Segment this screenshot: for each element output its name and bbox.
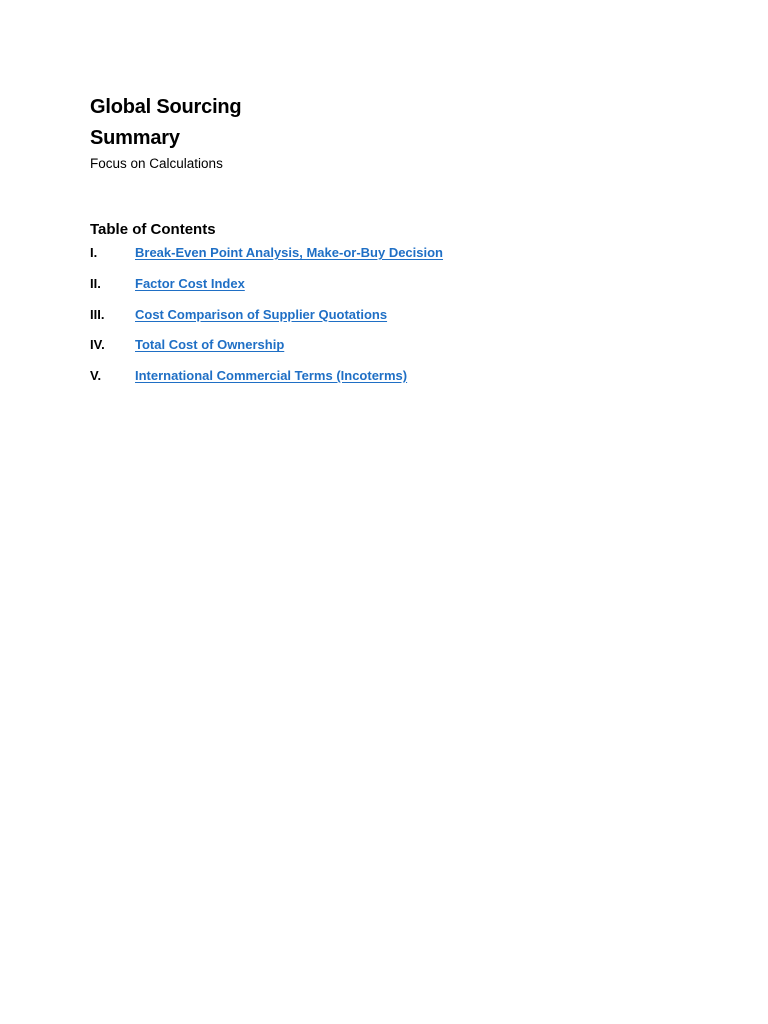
toc-item-total-cost-of-ownership xyxy=(90,336,443,367)
toc-list xyxy=(90,244,443,398)
toc-heading: Table of Contents xyxy=(90,221,216,238)
toc-item-number: I. xyxy=(90,245,98,260)
toc-item-factor-cost-index xyxy=(90,275,443,306)
toc-item-number: III. xyxy=(90,306,105,322)
document-subtitle: Focus on Calculations xyxy=(90,156,223,171)
document-title xyxy=(90,92,350,154)
toc-item-number: V. xyxy=(90,368,102,384)
toc-link-break-even[interactable]: Break-Even Point Analysis, Make-or-Buy Decision xyxy=(135,245,444,260)
toc-item-break-even xyxy=(90,244,443,275)
toc-link-total-cost-of-ownership[interactable]: Total Cost of Ownership xyxy=(135,337,285,353)
toc-item-incoterms xyxy=(90,367,443,398)
toc-link-cost-comparison[interactable]: Cost Comparison of Supplier Quotations xyxy=(135,306,388,322)
toc-item-cost-comparison xyxy=(90,306,443,337)
toc-item-number: II. xyxy=(90,275,101,291)
toc-item-number: IV. xyxy=(90,337,105,353)
toc-link-factor-cost-index[interactable]: Factor Cost Index xyxy=(135,275,245,291)
toc-link-incoterms[interactable]: International Commercial Terms (Incoterms) xyxy=(135,368,408,384)
document-title-line-2: Summary xyxy=(90,127,180,149)
document-title-line-1: Global Sourcing xyxy=(90,96,242,118)
